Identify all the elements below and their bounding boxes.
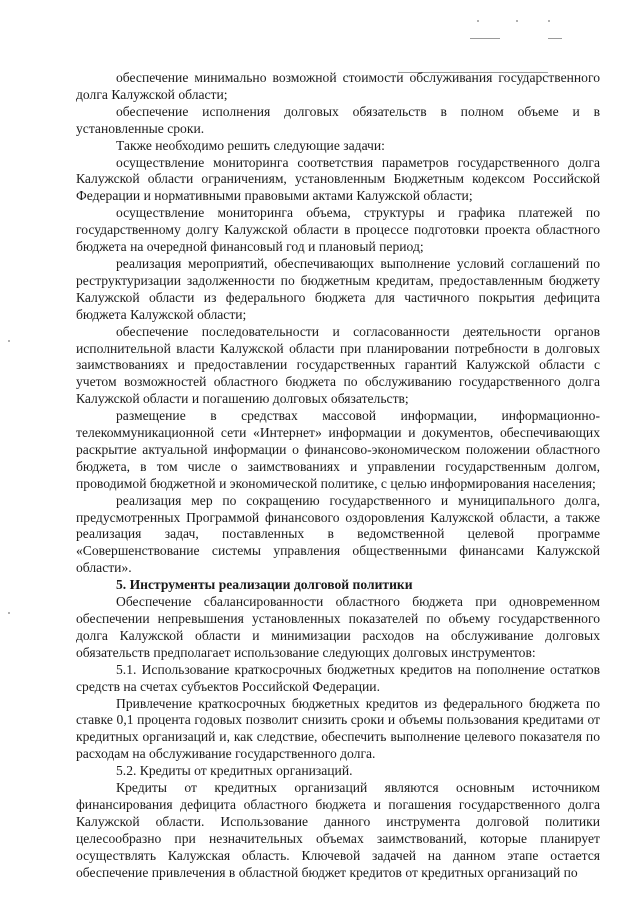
paragraph: реализация мероприятий, обеспечивающих выполнение условий соглашений по реструктуризации задолженности по бюджетным кредитам, предоставленным бюджету Калужской области из федерального бюджета для частичного покрытия дефицита бюджета Калужской области; xyxy=(76,255,600,322)
scan-artifact-dot xyxy=(8,340,10,342)
paragraph: Также необходимо решить следующие задачи: xyxy=(116,137,385,153)
paragraph: Обеспечение сбалансированности областного бюджета при одновременном обеспечении непревышения установленных показателей по объему государственного долга Калужской области и минимизации расходов на обслуживание долговых обязательств предполагает использование следующих долговых инструментов: xyxy=(76,594,600,660)
paragraph: обеспечение исполнения долговых обязательств в полном объеме и в установленные сроки. xyxy=(76,103,600,136)
paragraph: Кредиты от кредитных организаций являются основным источником финансирования дефицита областного бюджета и погашения государственного долга Калужской области. Использование данного инструмента долговой политики целесообразно при незначительных объемах заимствований, которые планирует осуществлять Калужская область. Ключевой задачей на данном этапе остается обеспечение привлечения в областной бюджет кредитов от кредитных организаций по xyxy=(76,780,600,880)
paragraph: обеспечение последовательности и согласованности деятельности органов исполнительной власти Калужской области при планировании потребности в долговых заимствованиях и предоставлении государственных гарантий Калужской области с учетом возможностей областного бюджета по обслуживанию государственного долга Калужской области и погашению долговых обязательств; xyxy=(76,323,600,407)
scan-artifact-line xyxy=(470,38,500,39)
scan-artifact-dot xyxy=(477,20,479,22)
document-page xyxy=(76,70,600,882)
scan-artifact-dot xyxy=(516,20,518,22)
paragraph: размещение в средствах массовой информации, информационно-телекоммуникационной сети «Интернет» информации и документов, обеспечивающих раскрытие актуальной информации о финансово-экономическом положении областного бюджета, в том числе о заимствованиях и управлении государственным долгом, проводимой бюджетной и экономической политике, с целью информирования населения; xyxy=(76,408,600,491)
section-title: 5. Инструменты реализации долговой политики xyxy=(116,577,413,593)
paragraph: реализация мер по сокращению государственного и муниципального долга, предусмотренных Программой финансового оздоровления Калужской области, а также реализация задач, поставленных в ведомственной целевой программе «Совершенствование системы управления общественными финансами Калужской области». xyxy=(76,492,600,576)
scan-artifact-dot xyxy=(548,20,550,22)
paragraph: осуществление мониторинга соответствия параметров государственного долга Калужской области ограничениям, установленным Бюджетным кодексом Российской Федерации и нормативными правовыми актами Калужской области; xyxy=(76,154,600,204)
paragraph: 5.1. Использование краткосрочных бюджетных кредитов на пополнение остатков средств на счетах субъектов Российской Федерации. xyxy=(76,661,600,694)
scan-artifact-dot xyxy=(8,612,10,614)
paragraph: Привлечение краткосрочных бюджетных кредитов из федерального бюджета по ставке 0,1 процента годовых позволит снизить сроки и объемы пользования кредитами от кредитных организаций и, как следствие, обеспечить выполнение целевого показателя по расходам на обслуживание государственного долга. xyxy=(76,695,600,762)
paragraph: обеспечение минимально возможной стоимости обслуживания государственного долга Калужской области; xyxy=(76,70,600,102)
scan-artifact-line xyxy=(548,38,562,39)
paragraph: 5.2. Кредиты от кредитных организаций. xyxy=(116,763,353,779)
paragraph: осуществление мониторинга объема, структуры и графика платежей по государственному долгу Калужской области в процессе подготовки проекта областного бюджета на очередной финансовый год и плановый период; xyxy=(76,205,600,255)
